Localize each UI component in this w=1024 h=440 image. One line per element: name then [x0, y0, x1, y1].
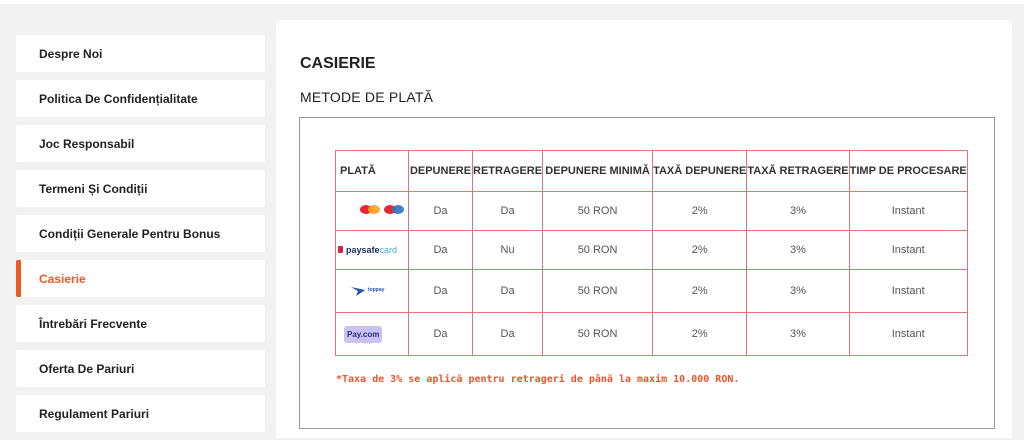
payment-method-cell	[336, 313, 409, 356]
min-deposit-cell: 50 RON	[543, 231, 653, 270]
processing-cell: Instant	[849, 192, 967, 231]
paysafecard-logo-icon	[338, 245, 397, 255]
sidebar-item-label: Condiții Generale Pentru Bonus	[39, 226, 221, 241]
payment-method-cell	[336, 270, 409, 313]
sidebar-item-label: Regulament Pariuri	[39, 406, 150, 421]
table-row	[336, 231, 968, 270]
processing-cell: Instant	[849, 231, 967, 270]
processing-cell: Instant	[849, 270, 967, 313]
withdraw-fee-cell: 3%	[747, 270, 849, 313]
header-timp-procesare: TIMP DE PROCESARE	[849, 151, 967, 192]
withdraw-fee-cell: 3%	[747, 231, 849, 270]
deposit-fee-cell: 2%	[653, 192, 747, 231]
main-content	[276, 20, 1012, 438]
sidebar-item-label: Întrebări Frecvente	[39, 316, 148, 331]
withdraw-fee-cell: 3%	[747, 313, 849, 356]
page-title: CASIERIE	[300, 55, 376, 72]
min-deposit-cell: 50 RON	[543, 270, 653, 313]
top-bar	[0, 0, 1024, 4]
min-deposit-cell: 50 RON	[543, 192, 653, 231]
sidebar-item-label: Joc Responsabil	[39, 136, 135, 151]
table-row	[336, 313, 968, 356]
deposit-cell: Da	[409, 313, 473, 356]
sidebar-item-intrebari-frecvente[interactable]	[16, 305, 265, 342]
paycom-logo-icon: Pay.com	[344, 326, 382, 343]
header-taxa-depunere: TAXĂ DEPUNERE	[653, 151, 747, 192]
deposit-fee-cell: 2%	[653, 313, 747, 356]
withdraw-cell: Da	[473, 313, 543, 356]
deposit-cell: Da	[409, 231, 473, 270]
paysafe-text: paysafe	[346, 244, 380, 255]
sidebar-item-label: Casierie	[39, 271, 86, 286]
deposit-fee-cell: 2%	[653, 231, 747, 270]
sidebar-item-conditii-bonus[interactable]	[16, 215, 265, 252]
header-plata: PLATĂ	[336, 151, 409, 192]
payment-methods-box	[299, 117, 995, 429]
toppay-bird-icon	[350, 283, 366, 297]
sidebar-item-oferta-pariuri[interactable]	[16, 350, 265, 387]
table-header-row	[336, 151, 968, 192]
sidebar-item-label: Despre Noi	[39, 46, 103, 61]
card-text: card	[379, 244, 398, 255]
table-row	[336, 270, 968, 313]
fee-note: *Taxa de 3% se aplică pentru retrageri de până la maxim 10.000 RON.	[336, 374, 740, 385]
mastercard-maestro-logo-icon	[360, 205, 404, 214]
toppay-logo-icon	[350, 283, 384, 297]
sidebar-item-politica-confidentialitate[interactable]	[16, 80, 265, 117]
payment-method-cell	[336, 231, 409, 270]
sidebar-item-joc-responsabil[interactable]	[16, 125, 265, 162]
processing-cell: Instant	[849, 313, 967, 356]
deposit-fee-cell: 2%	[653, 270, 747, 313]
section-title: METODE DE PLATĂ	[300, 89, 434, 105]
deposit-cell: Da	[409, 270, 473, 313]
table-row	[336, 192, 968, 231]
payment-method-cell	[336, 192, 409, 231]
sidebar-item-despre-noi[interactable]	[16, 35, 265, 72]
withdraw-cell: Da	[473, 192, 543, 231]
sidebar-item-regulament-pariuri[interactable]	[16, 395, 265, 432]
withdraw-cell: Da	[473, 270, 543, 313]
sidebar-item-label: Termeni Și Condiții	[39, 181, 148, 196]
withdraw-fee-cell: 3%	[747, 192, 849, 231]
toppay-text: toppay	[368, 286, 385, 293]
deposit-cell: Da	[409, 192, 473, 231]
header-depunere: DEPUNERE	[409, 151, 473, 192]
sidebar-nav	[16, 35, 265, 440]
header-taxa-retragere: TAXĂ RETRAGERE	[747, 151, 849, 192]
header-depunere-minima: DEPUNERE MINIMĂ	[543, 151, 653, 192]
min-deposit-cell: 50 RON	[543, 313, 653, 356]
payment-methods-table	[335, 150, 968, 356]
sidebar-item-termeni-conditii[interactable]	[16, 170, 265, 207]
sidebar-item-label: Politica De Confidențialitate	[39, 91, 198, 106]
withdraw-cell: Nu	[473, 231, 543, 270]
header-retragere: RETRAGERE	[473, 151, 543, 192]
sidebar-item-label: Oferta De Pariuri	[39, 361, 135, 376]
sidebar-item-casierie[interactable]	[16, 260, 265, 297]
lock-icon	[338, 246, 343, 253]
